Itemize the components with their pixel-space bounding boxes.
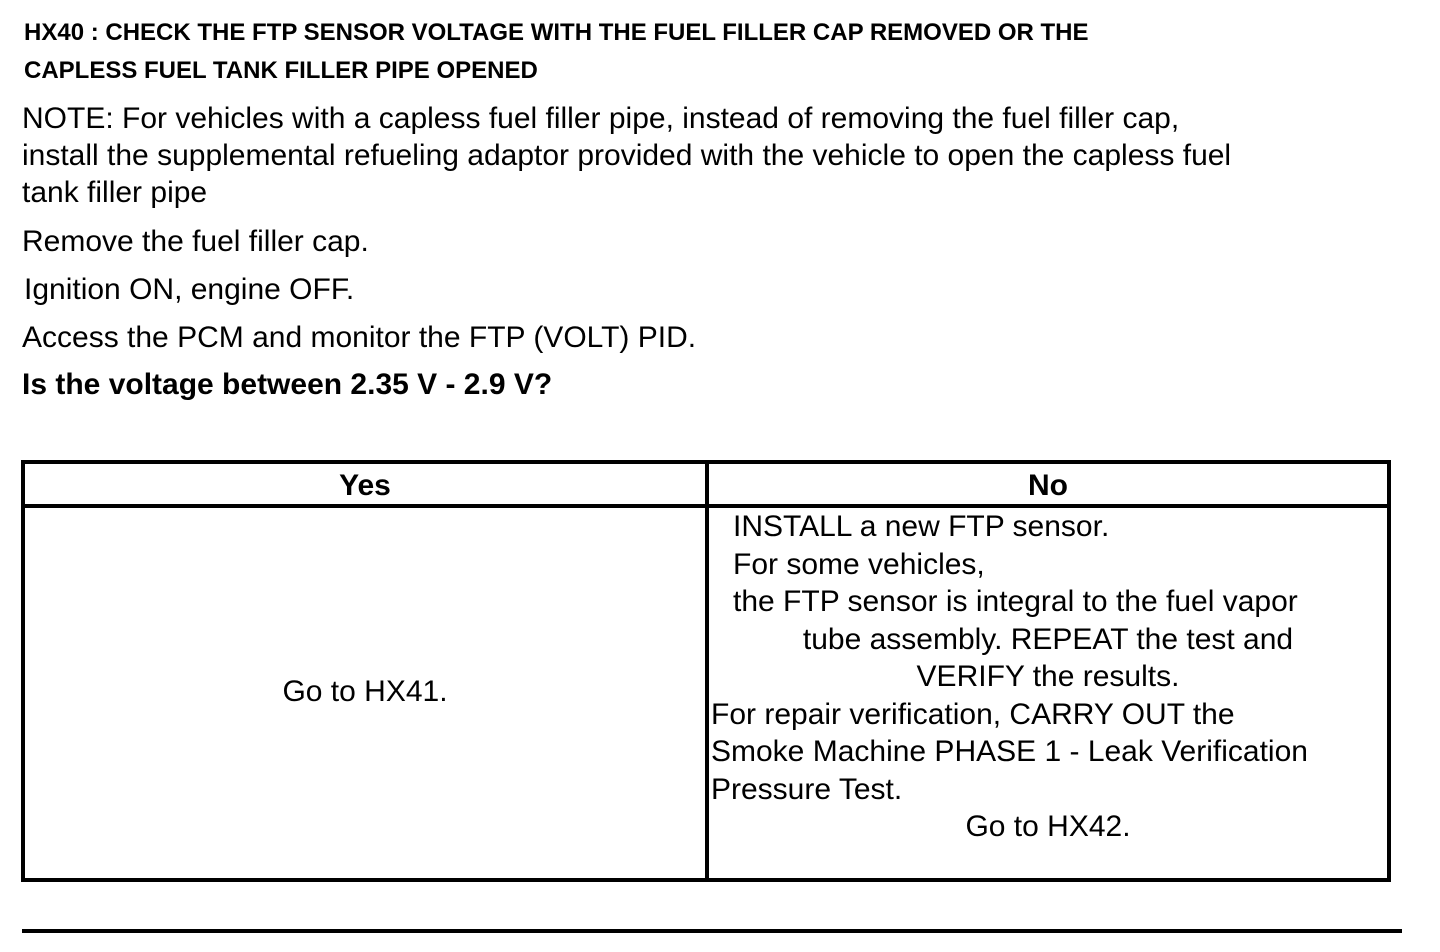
no-result-line: Pressure Test. [711,772,903,806]
no-result-line: the FTP sensor is integral to the fuel vapor [733,585,1298,618]
no-result-line: Go to HX42. [965,810,1131,843]
bottom-rule [22,929,1402,933]
result-table [21,460,1391,882]
no-result-line: For some vehicles, [733,547,985,581]
step-heading-line-1: HX40 : CHECK THE FTP SENSOR VOLTAGE WITH THE FUEL FILLER CAP REMOVED OR THE [24,19,1089,46]
note-line-3: tank filler pipe [22,176,208,209]
test-question: Is the voltage between 2.35 V - 2.9 V? [22,368,553,401]
note-line-1: NOTE: For vehicles with a capless fuel filler pipe, instead of removing the fuel filler cap, [22,102,1180,135]
yes-column-header: Yes [339,469,391,502]
note-line-2: install the supplemental refueling adaptor provided with the vehicle to open the capless fuel [22,139,1232,172]
no-result-line: Smoke Machine PHASE 1 - Leak Verification [711,735,1308,768]
note-paragraph [22,100,1231,211]
yes-result-cell: Go to HX41. [282,675,448,708]
step-heading-line-2: CAPLESS FUEL TANK FILLER PIPE OPENED [24,57,538,84]
step-heading [24,14,1404,90]
no-column-header: No [1028,469,1068,502]
instruction-monitor-pid: Access the PCM and monitor the FTP (VOLT) PID. [22,321,697,354]
no-result-line: VERIFY the results. [916,660,1180,693]
no-result-line: INSTALL a new FTP sensor. [733,510,1110,543]
instruction-ignition: Ignition ON, engine OFF. [24,273,355,306]
no-result-line: For repair verification, CARRY OUT the [711,697,1235,731]
no-result-cell [709,508,1387,846]
no-result-line: tube assembly. REPEAT the test and [802,622,1294,656]
instruction-remove-cap: Remove the fuel filler cap. [22,225,369,258]
